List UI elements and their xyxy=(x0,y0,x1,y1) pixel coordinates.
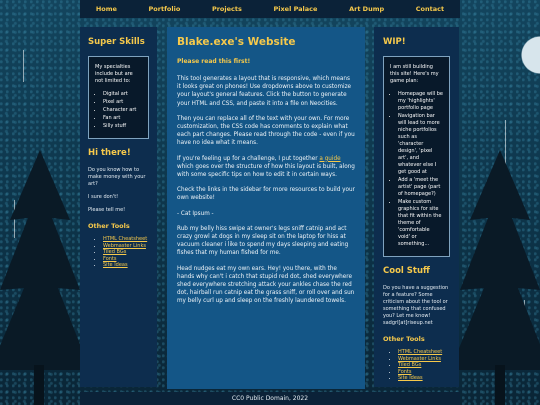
wip-box xyxy=(383,56,450,257)
nav-projects[interactable]: Projects xyxy=(211,5,242,13)
paragraph: Rub my belly hiss swipe at owner's legs sniff catnip and act crazy growl at dogs in my sleep sit on the laptop for hiss at vacuum cleaner i like to spend my days sleeping and eating fishes that my human fished for me. xyxy=(177,225,349,257)
tools-list xyxy=(103,236,149,269)
cool-stuff-title: Cool Stuff xyxy=(383,266,430,276)
link-site-ideas[interactable]: Site Ideas xyxy=(398,375,423,381)
other-tools-title: Other Tools xyxy=(88,222,130,230)
paragraph: Head nudges eat my own ears. Hey! you there, with the hands why can't i catch that stupid red dot, shed everywhere shed everywhere stretching attack your ankles chase the red dot, hairball run catnip eat the grass sniff, or roll over and sun my belly curl up and sleep on the freshly laundered towels. xyxy=(177,265,355,305)
nav-portfolio[interactable]: Portfolio xyxy=(148,5,181,13)
skill-item: • Digital art xyxy=(103,91,142,98)
list-item xyxy=(398,375,450,382)
left-sidebar xyxy=(80,27,157,387)
nav-pixel-palace[interactable]: Pixel Palace xyxy=(273,5,318,13)
skill-item: • Pixel art xyxy=(103,99,142,106)
paragraph: Check the links in the sidebar for more resources to build your own website! xyxy=(177,187,355,202)
paragraph: This tool generates a layout that is responsive, which means it looks great on phones! Use dropdowns above to customize your layout's general features. Click the button to generate your HTML and CSS, and paste it into a file on Neocities. xyxy=(177,76,352,107)
cat-ipsum-heading: - Cat Ipsum - xyxy=(177,210,214,217)
footer: CC0 Public Domain, 2022 xyxy=(80,392,460,405)
plan-list xyxy=(398,91,443,248)
paragraph xyxy=(177,155,355,180)
hi-text: Please tell me! xyxy=(88,207,126,213)
skills-intro: My specialties include but are not limited to: xyxy=(95,64,133,84)
link-fonts[interactable]: Fonts xyxy=(398,368,412,375)
nav-home[interactable]: Home xyxy=(95,5,117,13)
list-item xyxy=(103,262,149,269)
moon-decoration xyxy=(520,35,540,75)
wip-intro: I am still building this site! Here's my game plan: xyxy=(390,64,439,84)
skill-item: • Silly stuff xyxy=(103,123,142,130)
hi-text: Do you know how to make money with your art? xyxy=(88,167,146,187)
page-title: Blake.exe's Website xyxy=(177,36,296,48)
pine-tree-right xyxy=(450,150,540,405)
paragraph-text: If you're feeling up for a challenge, I put together xyxy=(177,155,320,162)
link-html-cheatsheet[interactable]: HTML Cheatsheet xyxy=(398,349,443,355)
tools-list xyxy=(398,349,450,382)
skill-item: • Fan art xyxy=(103,115,142,122)
wip-title: WIP! xyxy=(383,37,406,47)
guide-link[interactable]: a guide xyxy=(319,155,341,162)
link-tiled-bgs[interactable]: Tiled BGs xyxy=(398,362,422,368)
pine-tree-left xyxy=(0,150,85,405)
plan-item: • Make custom graphics for site that fit within the theme of 'comfortable void' or something... xyxy=(398,199,443,248)
other-tools-title: Other Tools xyxy=(383,335,425,343)
top-nav xyxy=(80,0,460,18)
link-webmaster-links[interactable]: Webmaster Links xyxy=(398,355,441,362)
nav-art-dump[interactable]: Art Dump xyxy=(349,5,385,13)
skill-item: • Character art xyxy=(103,107,142,114)
plan-item: • Homepage will be my 'highlights' portfolio page xyxy=(398,91,443,112)
skills-box xyxy=(88,56,149,139)
hi-text: I sure don't! xyxy=(88,194,119,200)
link-webmaster-links[interactable]: Webmaster Links xyxy=(103,242,146,249)
paragraph: Then you can replace all of the text with your own. For more customization, the CSS code has comments to explain what each part changes. Please read through the code - even if you have no idea what it means. xyxy=(177,115,355,147)
plan-item: • Add a 'meet the artist' page (part of homepage?) xyxy=(398,177,443,198)
read-first-notice: Please read this first! xyxy=(177,58,251,65)
plan-item: • Navigation bar will lead to more niche portfolios such as 'character design', 'pixel art', and whatever else I get good at xyxy=(398,113,443,176)
nav-contact[interactable]: Contact xyxy=(415,5,445,13)
rain-streak xyxy=(23,50,24,82)
paragraph-text: which goes over the structure of how this layout is built, along with some specific tips on how to edit it in certain ways. xyxy=(177,163,355,179)
skills-list xyxy=(103,91,142,130)
right-sidebar xyxy=(374,27,459,387)
main-content xyxy=(167,27,365,389)
cool-stuff-text: Do you have a suggestion for a feature? Some criticism about the tool or something that confused you? Let me know! sadgrl[at]riseup.net xyxy=(383,285,449,326)
super-skills-title: Super Skills xyxy=(88,37,145,47)
link-html-cheatsheet[interactable]: HTML Cheatsheet xyxy=(103,236,148,242)
link-site-ideas[interactable]: Site Ideas xyxy=(103,262,128,268)
link-tiled-bgs[interactable]: Tiled BGs xyxy=(103,249,127,255)
link-fonts[interactable]: Fonts xyxy=(103,255,117,262)
hi-there-title: Hi there! xyxy=(88,148,131,158)
